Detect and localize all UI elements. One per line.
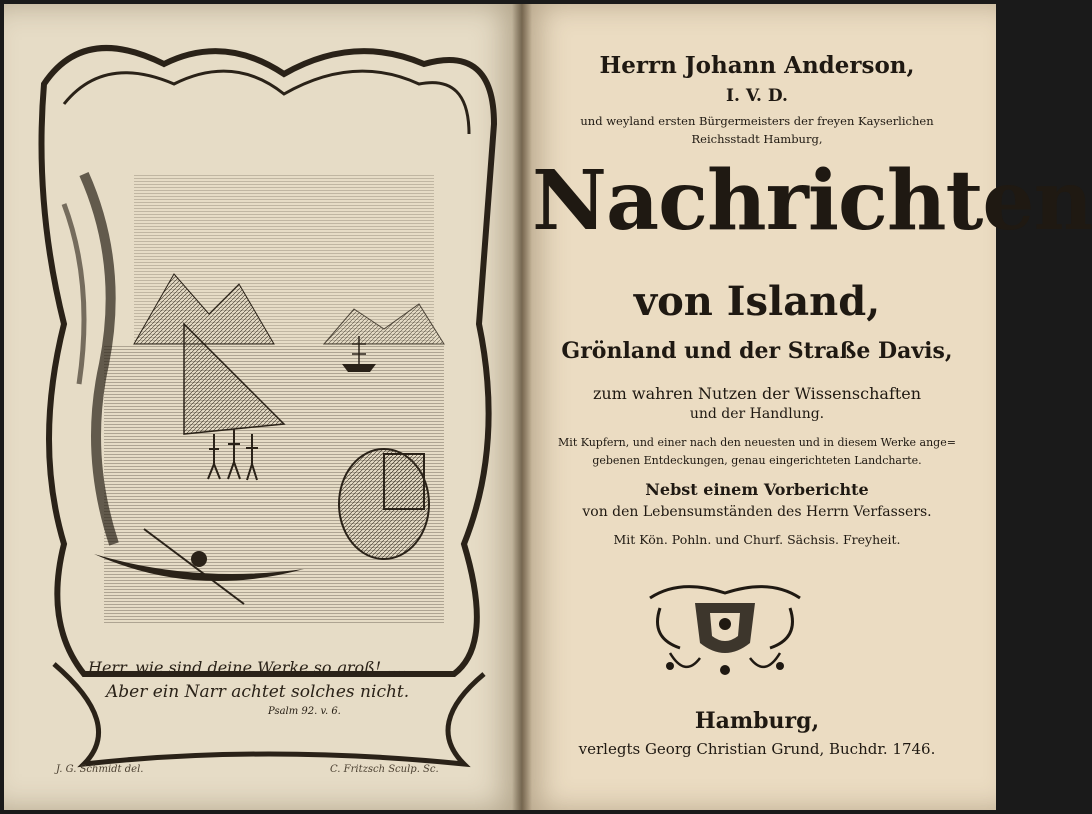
maps-line-2: gebenen Entdeckungen, genau eingerichteten Landcharte. bbox=[592, 454, 922, 467]
purpose-line-1: zum wahren Nutzen der Wissenschaften bbox=[592, 384, 922, 403]
printers-ornament-icon bbox=[640, 578, 810, 688]
main-title: Nachrichten bbox=[532, 153, 1092, 249]
purpose-line-2: und der Handlung. bbox=[689, 406, 825, 422]
caption-reference: Psalm 92. v. 6. bbox=[268, 706, 341, 717]
maps-line-1: Mit Kupfern, und einer nach den neuesten und in diesem Werke ange= bbox=[558, 436, 956, 449]
author-office-line-2: Reichsstadt Hamburg, bbox=[691, 132, 823, 146]
subtitle-2: Grönland und der Straße Davis, bbox=[561, 338, 953, 364]
privilege-line: Mit Kön. Pohln. und Churf. Sächsis. Freyheit. bbox=[613, 532, 901, 547]
book-gutter bbox=[512, 4, 532, 810]
author-degree: I. V. D. bbox=[726, 86, 788, 106]
caption-line-2: Aber ein Narr achtet solches nicht. bbox=[106, 682, 410, 702]
imprint-line: verlegts Georg Christian Grund, Buchdr. 1746. bbox=[578, 740, 936, 758]
subtitle-1: von Island, bbox=[633, 278, 881, 325]
preface-line-2: von den Lebensumständen des Herrn Verfassers. bbox=[582, 504, 932, 520]
engraver-credit-left: J. G. Schmidt del. bbox=[56, 764, 144, 775]
imprint-place: Hamburg, bbox=[694, 708, 820, 734]
author-name: Herrn Johann Anderson, bbox=[599, 52, 915, 79]
coat-of-arms-icon bbox=[384, 454, 424, 509]
caption-line-1: Herr, wie sind deine Werke so groß! .... bbox=[88, 658, 407, 677]
author-office-line-1: und weyland ersten Bürgermeisters der freyen Kayserlichen bbox=[580, 114, 934, 128]
preface-line-1: Nebst einem Vorberichte bbox=[645, 480, 869, 499]
engraver-credit-right: C. Fritzsch Sculp. Sc. bbox=[330, 764, 439, 775]
frontispiece-caption bbox=[78, 652, 458, 730]
